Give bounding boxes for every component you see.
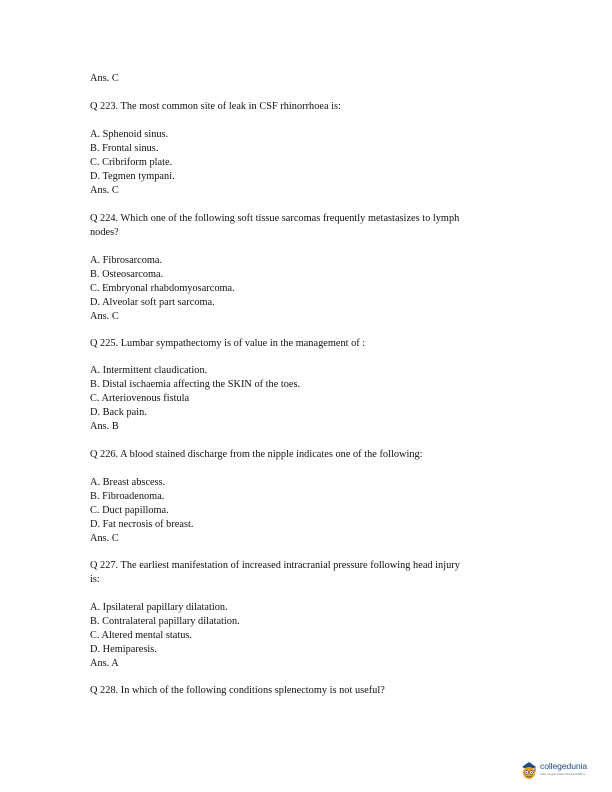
q224-option-b: B. Osteosarcoma. [90,269,164,280]
q224-option-d: D. Alveolar soft part sarcoma. [90,297,215,308]
q225-option-d: D. Back pain. [90,407,147,418]
logo-wordmark: collegedunia [540,761,588,771]
q227-option-d: D. Hemiparesis. [90,644,157,655]
q223-option-a: A. Sphenoid sinus. [90,129,169,140]
q225-option-a: A. Intermittent claudication. [90,365,208,376]
q226-option-c: C. Duct papilloma. [90,505,169,516]
q226-option-b: B. Fibroadenoma. [90,491,165,502]
answer-223: Ans. C [90,185,119,196]
logo-tagline: India's largest Student Review Platform [540,773,586,776]
q224-option-a: A. Fibrosarcoma. [90,255,163,266]
question-227-line-2: is: [90,574,100,585]
q227-option-a: A. Ipsilateral papillary dilatation. [90,602,228,613]
q226-option-a: A. Breast abscess. [90,477,166,488]
q226-option-d: D. Fat necrosis of breast. [90,519,194,530]
q227-option-b: B. Contralateral papillary dilatation. [90,616,240,627]
q223-option-b: B. Frontal sinus. [90,143,159,154]
mascot-icon [519,759,539,781]
q225-option-b: B. Distal ischaemia affecting the SKIN of the toes. [90,379,301,390]
answer-222: Ans. C [90,73,119,84]
q224-option-c: C. Embryonal rhabdomyosarcoma. [90,283,235,294]
q223-option-c: C. Cribriform plate. [90,157,173,168]
question-228: Q 228. In which of the following conditions splenectomy is not useful? [90,685,385,696]
answer-226: Ans. C [90,533,119,544]
question-224-line-1: Q 224. Which one of the following soft tissue sarcomas frequently metastasizes to lymph [90,213,460,224]
collegedunia-logo[interactable] [519,758,612,786]
answer-224: Ans. C [90,311,119,322]
question-227-line-1: Q 227. The earliest manifestation of increased intracranial pressure following head injury [90,560,460,571]
answer-225: Ans. B [90,421,119,432]
q225-option-c: C. Arteriovenous fistula [90,393,190,404]
question-225: Q 225. Lumbar sympathectomy is of value in the management of : [90,338,366,349]
question-223: Q 223. The most common site of leak in CSF rhinorrhoea is: [90,101,341,112]
q227-option-c: C. Altered mental status. [90,630,193,641]
question-224-line-2: nodes? [90,227,119,238]
q223-option-d: D. Tegmen tympani. [90,171,175,182]
answer-227: Ans. A [90,658,119,669]
question-226: Q 226. A blood stained discharge from the nipple indicates one of the following: [90,449,423,460]
